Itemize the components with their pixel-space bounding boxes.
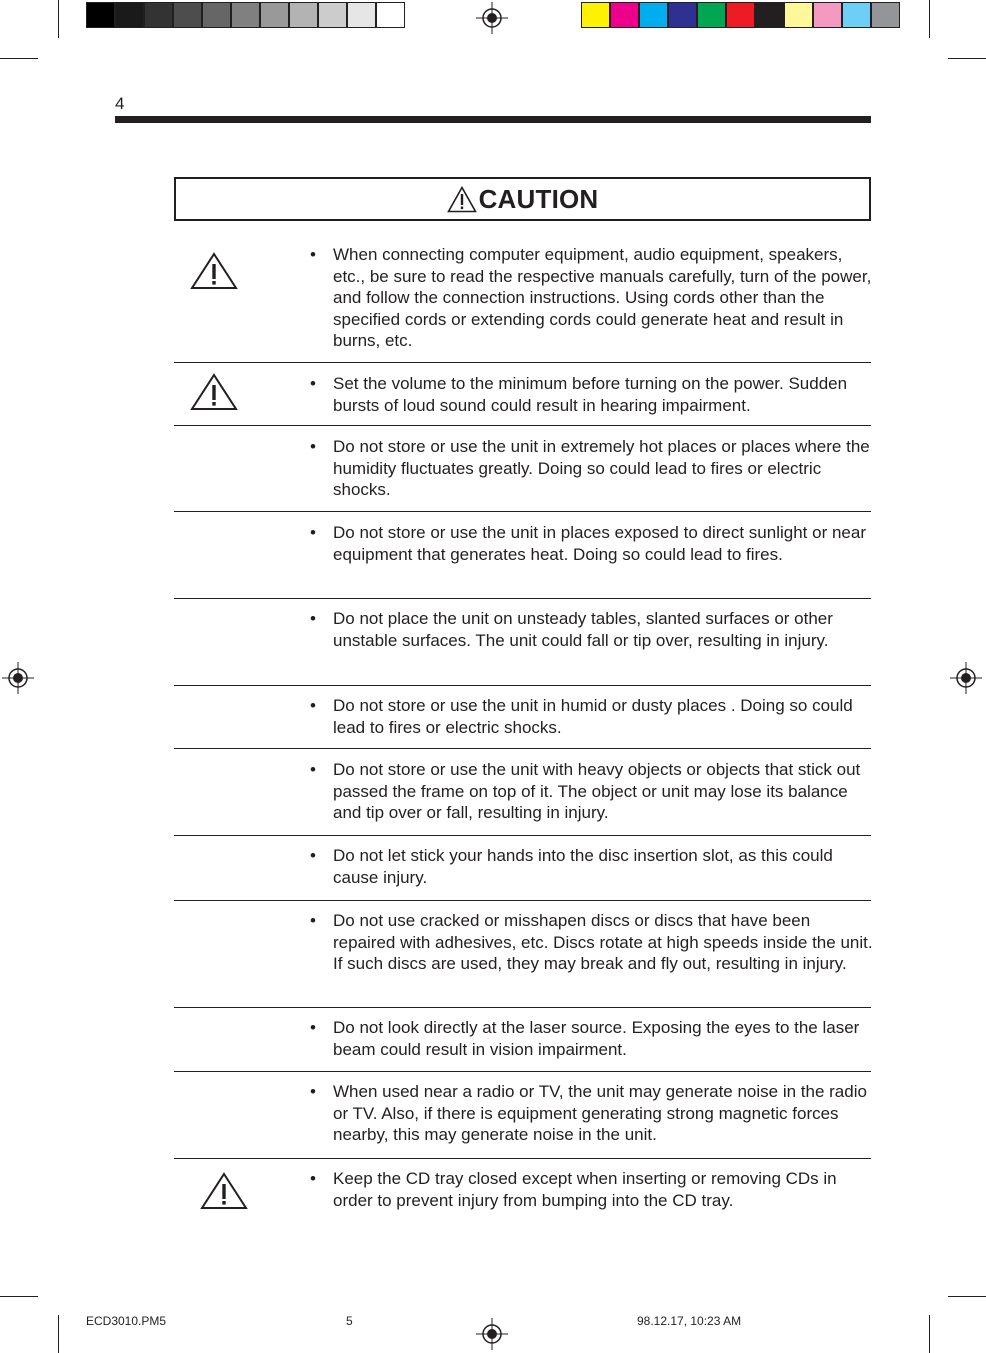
bullet-marker: • bbox=[310, 696, 316, 715]
row-divider bbox=[174, 425, 871, 426]
gray-swatch bbox=[202, 2, 231, 28]
caution-item-text: When used near a radio or TV, the unit may generate noise in the radio or TV. Also, if there is equipment generating strong magnetic forces nearby, this may generate noise in the unit. bbox=[333, 1082, 867, 1144]
crop-mark bbox=[948, 1296, 986, 1297]
color-swatch bbox=[726, 2, 755, 28]
gray-swatch bbox=[86, 2, 115, 28]
gray-swatch bbox=[376, 2, 405, 28]
footer-sheet-number: 5 bbox=[346, 1314, 353, 1328]
caution-item-text: Set the volume to the minimum before turning on the power. Sudden bursts of loud sound could result in hearing impairment. bbox=[333, 374, 848, 415]
bullet-marker: • bbox=[310, 1082, 316, 1101]
caution-header bbox=[174, 177, 871, 221]
caution-item-text: Do not store or use the unit with heavy objects or objects that stick out passed the frame on top of it. The object or unit may lose its balance and tip over or fall, resulting in injury. bbox=[333, 760, 861, 822]
color-swatch bbox=[842, 2, 871, 28]
crop-mark bbox=[948, 58, 986, 59]
row-divider bbox=[174, 511, 871, 512]
color-swatch bbox=[755, 2, 784, 28]
crop-mark bbox=[929, 0, 930, 38]
gray-swatch bbox=[289, 2, 318, 28]
color-swatch bbox=[639, 2, 668, 28]
bullet-marker: • bbox=[310, 374, 316, 393]
footer-filename: ECD3010.PM5 bbox=[86, 1314, 167, 1328]
bullet-marker: • bbox=[310, 760, 316, 779]
crop-mark bbox=[929, 1315, 930, 1353]
warning-triangle-icon bbox=[200, 1172, 248, 1210]
color-swatch bbox=[668, 2, 697, 28]
gray-swatch bbox=[260, 2, 289, 28]
bullet-marker: • bbox=[310, 911, 316, 930]
row-divider bbox=[174, 598, 871, 599]
row-divider bbox=[174, 362, 871, 363]
color-swatch bbox=[610, 2, 639, 28]
color-swatch bbox=[697, 2, 726, 28]
gray-swatch bbox=[231, 2, 260, 28]
registration-mark-icon bbox=[2, 662, 34, 694]
caution-item-text: Do not place the unit on unsteady tables, slanted surfaces or other unstable surfaces. The unit could fall or tip over, resulting in injury. bbox=[333, 609, 833, 650]
caution-item-text: Do not store or use the unit in humid or dusty places . Doing so could lead to fires or electric shocks. bbox=[333, 696, 853, 737]
color-swatch bbox=[581, 2, 610, 28]
registration-mark-icon bbox=[950, 662, 982, 694]
row-divider bbox=[174, 1007, 871, 1008]
warning-triangle-icon bbox=[190, 252, 238, 290]
bullet-marker: • bbox=[310, 609, 316, 628]
bullet-marker: • bbox=[310, 437, 316, 456]
row-divider bbox=[174, 835, 871, 836]
gray-swatch bbox=[318, 2, 347, 28]
color-swatch bbox=[813, 2, 842, 28]
gray-swatch bbox=[115, 2, 144, 28]
bullet-marker: • bbox=[310, 846, 316, 865]
bullet-marker: • bbox=[310, 245, 316, 264]
row-divider bbox=[174, 1158, 871, 1159]
warning-triangle-icon bbox=[447, 186, 477, 213]
gray-swatch bbox=[347, 2, 376, 28]
caution-item-text: Do not look directly at the laser source. Exposing the eyes to the laser beam could result in vision impairment. bbox=[333, 1018, 860, 1059]
crop-mark bbox=[0, 58, 38, 59]
row-divider bbox=[174, 748, 871, 749]
bullet-marker: • bbox=[310, 523, 316, 542]
crop-mark bbox=[0, 1296, 38, 1297]
gray-swatch bbox=[144, 2, 173, 28]
caution-item-text: Keep the CD tray closed except when inserting or removing CDs in order to prevent injury from bumping into the CD tray. bbox=[333, 1169, 837, 1210]
caution-item-text: Do not store or use the unit in places exposed to direct sunlight or near equipment that generates heat. Doing so could lead to fires. bbox=[333, 523, 866, 564]
crop-mark bbox=[58, 1315, 59, 1353]
bullet-marker: • bbox=[310, 1169, 316, 1188]
row-divider bbox=[174, 685, 871, 686]
caution-item-text: Do not let stick your hands into the disc insertion slot, as this could cause injury. bbox=[333, 846, 833, 887]
registration-mark-icon bbox=[476, 2, 508, 34]
gray-swatch bbox=[173, 2, 202, 28]
page-number: 4 bbox=[115, 94, 125, 113]
registration-mark-icon bbox=[476, 1318, 508, 1350]
header-rule bbox=[115, 116, 871, 123]
caution-item-text: Do not store or use the unit in extremely hot places or places where the humidity fluctuates greatly. Doing so could lead to fires or electric shocks. bbox=[333, 437, 870, 499]
caution-item-text: When connecting computer equipment, audio equipment, speakers, etc., be sure to read the respective manuals carefully, turn of the power, and follow the connection instructions. Using cords other than the specified cords or extending cords could generate heat and result in burns, etc. bbox=[333, 245, 872, 350]
color-swatch bbox=[871, 2, 900, 28]
caution-title: CAUTION bbox=[478, 183, 599, 214]
warning-triangle-icon bbox=[190, 373, 238, 411]
bullet-marker: • bbox=[310, 1018, 316, 1037]
caution-item-text: Do not use cracked or misshapen discs or discs that have been repaired with adhesives, etc. Discs rotate at high speeds inside the unit. If such discs are used, they may break and fly out, resulting in injury. bbox=[333, 911, 873, 973]
row-divider bbox=[174, 1071, 871, 1072]
crop-mark bbox=[58, 0, 59, 38]
footer-timestamp: 98.12.17, 10:23 AM bbox=[637, 1314, 742, 1328]
color-swatch bbox=[784, 2, 813, 28]
row-divider bbox=[174, 900, 871, 901]
